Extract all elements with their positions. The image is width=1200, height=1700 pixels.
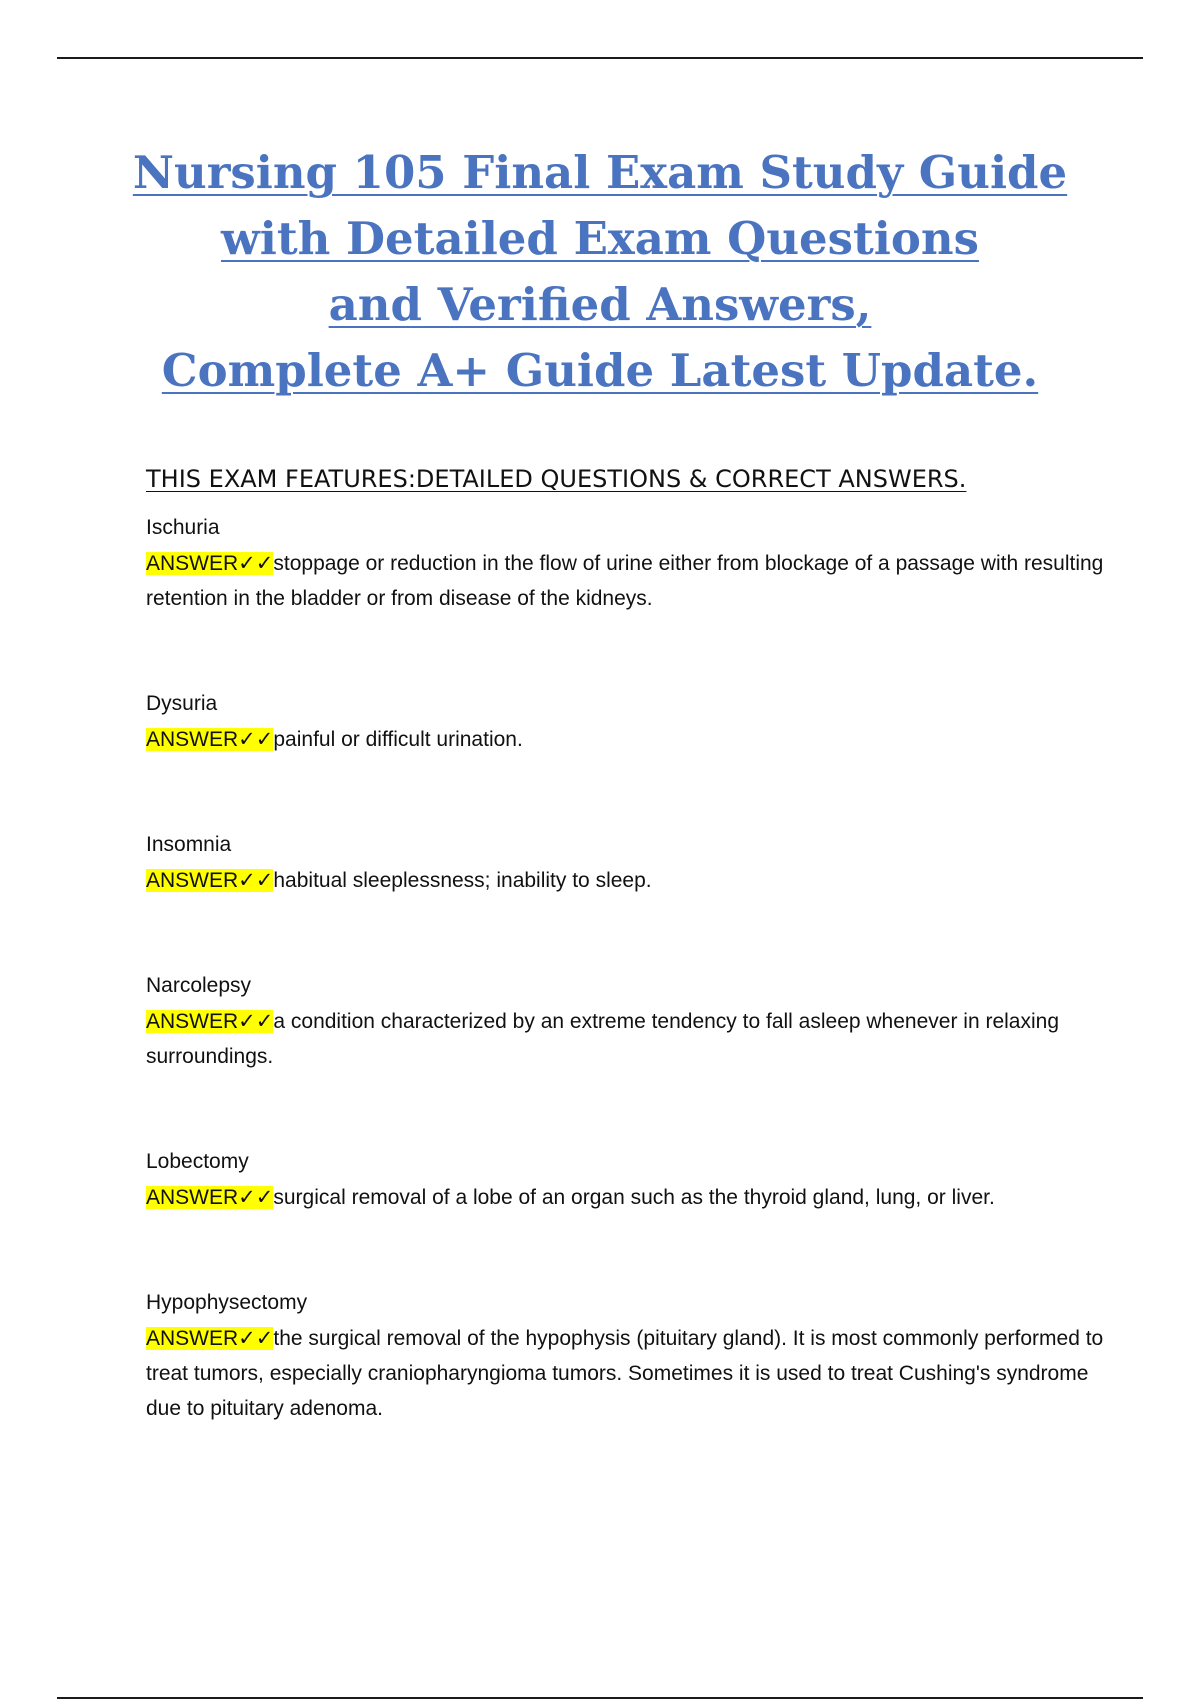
qa-list — [146, 510, 1106, 1426]
document-body — [146, 462, 1106, 1426]
title-line-1: Nursing 105 Final Exam Study Guide — [132, 146, 1068, 199]
answer-marker: ANSWER✓✓ — [146, 1186, 274, 1209]
term: Insomnia — [146, 833, 232, 856]
answer — [146, 1321, 1106, 1426]
answer-text: a condition characterized by an extreme tendency to fall asleep whenever in relaxing surroundings. — [146, 1010, 1059, 1068]
answer-text: stoppage or reduction in the flow of urine either from blockage of a passage with resulting retention in the bladder or from disease of the kidneys. — [146, 552, 1104, 610]
answer-marker: ANSWER✓✓ — [146, 728, 274, 751]
qa-item — [146, 510, 1106, 616]
qa-item — [146, 968, 1106, 1074]
term: Dysuria — [146, 692, 218, 715]
answer-marker: ANSWER✓✓ — [146, 1010, 274, 1033]
qa-item — [146, 1285, 1106, 1426]
answer — [146, 863, 1106, 898]
title-line-4: Complete A+ Guide Latest Update. — [161, 344, 1039, 397]
title-line-2: with Detailed Exam Questions — [221, 212, 979, 265]
answer-marker: ANSWER✓✓ — [146, 552, 274, 575]
answer-marker: ANSWER✓✓ — [146, 1327, 274, 1350]
answer-text: habitual sleeplessness; inability to sleep. — [273, 869, 652, 892]
term: Lobectomy — [146, 1150, 249, 1173]
qa-item — [146, 1144, 1106, 1215]
answer-text: the surgical removal of the hypophysis (pituitary gland). It is most commonly performed to treat tumors, especially craniopharyngioma tumors. Sometimes it is used to treat Cushing's syndrome due to pituitary adenoma. — [146, 1327, 1104, 1420]
features-heading: THIS EXAM FEATURES:DETAILED QUESTIONS & CORRECT ANSWERS. — [146, 465, 967, 493]
title-line-3: and Verified Answers, — [328, 278, 872, 331]
term: Ischuria — [146, 516, 220, 539]
term: Narcolepsy — [146, 974, 252, 997]
bottom-rule — [57, 1697, 1143, 1699]
qa-item — [146, 686, 1106, 757]
answer — [146, 1180, 1106, 1215]
answer-marker: ANSWER✓✓ — [146, 869, 274, 892]
term: Hypophysectomy — [146, 1291, 308, 1314]
top-rule — [57, 57, 1143, 59]
document-title — [100, 140, 1100, 404]
answer-text: painful or difficult urination. — [273, 728, 523, 751]
answer — [146, 1004, 1106, 1074]
qa-item — [146, 827, 1106, 898]
answer — [146, 722, 1106, 757]
answer — [146, 546, 1106, 616]
answer-text: surgical removal of a lobe of an organ such as the thyroid gland, lung, or liver. — [273, 1186, 995, 1209]
